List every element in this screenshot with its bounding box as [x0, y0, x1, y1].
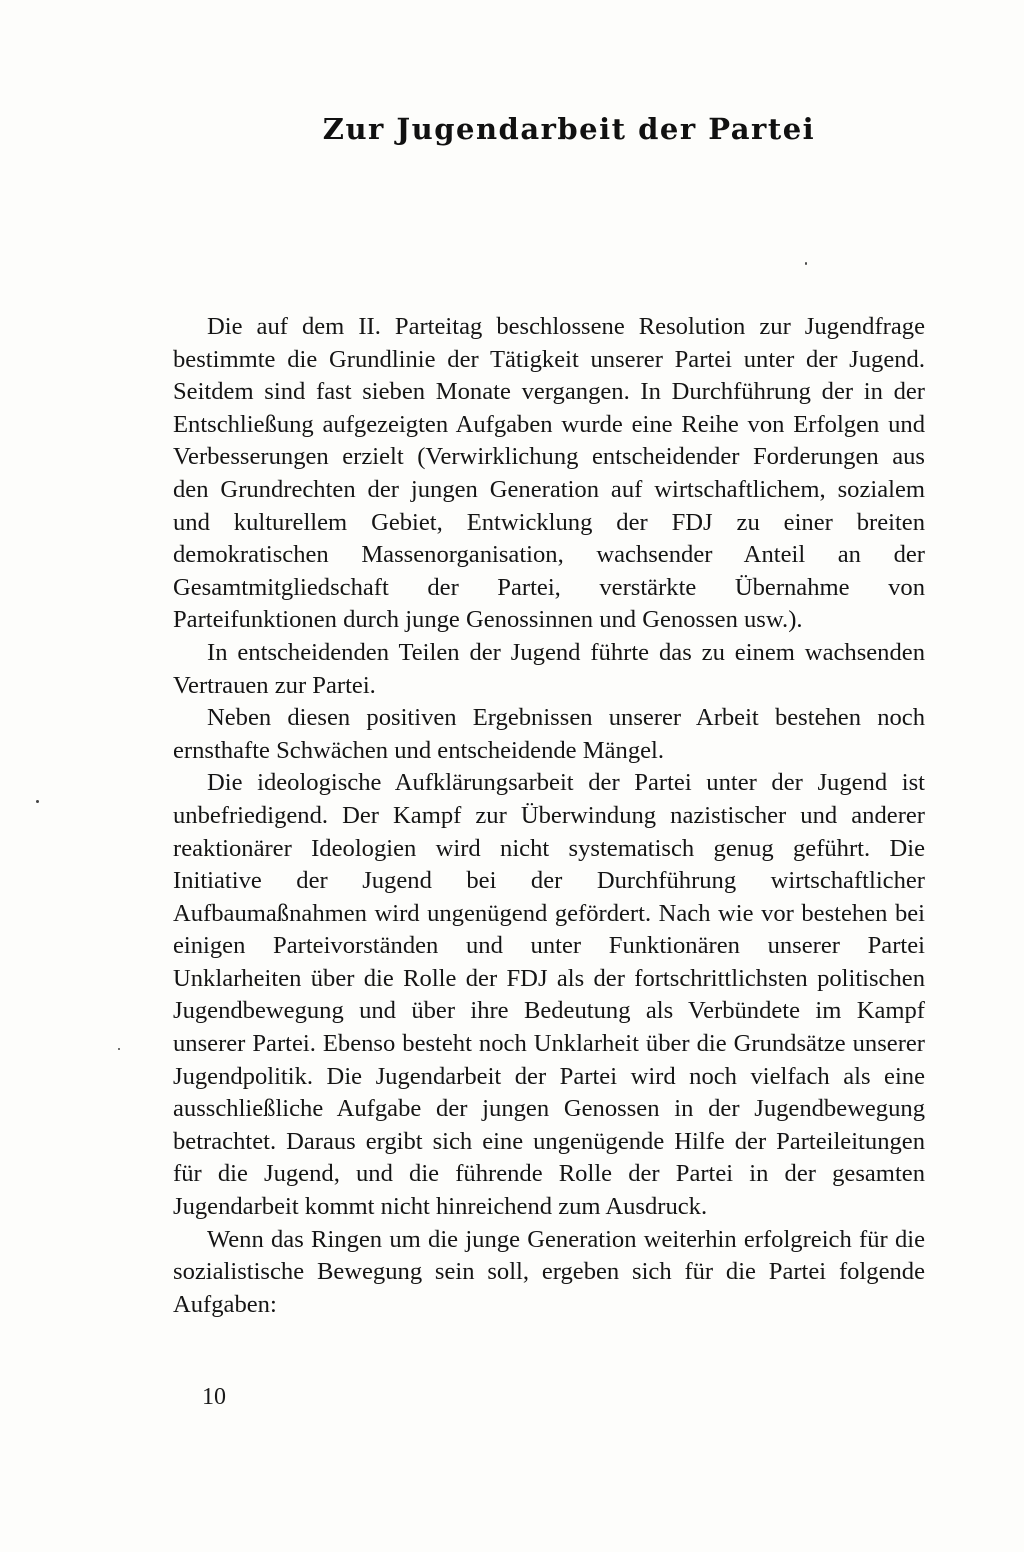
scan-speck: [36, 800, 39, 803]
paragraph-weaknesses: Neben diesen positiven Ergebnissen unserer Arbeit bestehen noch ernsthafte Schwächen und entscheidende Mängel.: [173, 704, 925, 764]
body-text: [173, 311, 925, 1321]
paragraph-trust: In entscheidenden Teilen der Jugend führte das zu einem wachsenden Vertrauen zur Partei.: [173, 638, 925, 699]
page-title: Zur Jugendarbeit der Partei: [322, 112, 816, 146]
paragraph-ideological-work: Die ideologische Aufklärungsarbeit der Partei unter der Jugend ist unbefriedigend. Der Kampf zur Überwindung nazistischer und anderer reaktionärer Ideologien wird nicht systematisch genug geführt. Die Initiative der Jugend bei der Durchführung wirtschaftlicher Aufbaumaßnahmen wird ungenügend gefördert. Nach wie vor bestehen bei einigen Parteivorständen und unter Funktionären unserer Partei Unklarheiten über die Rolle der FDJ als der fortschrittlichsten politischen Jugendbewegung und über ihre Bedeutung als Verbündete im Kampf unserer Partei. Ebenso besteht noch Unklarheit über die Grundsätze unserer Jugendpolitik. Die Jugendarbeit der Partei wird noch vielfach als eine ausschließliche Aufgabe der jungen Genossen in der Jugendbewegung betrachtet. Daraus ergibt sich eine ungenügende Hilfe der Parteileitungen für die Jugend, und die führende Rolle der Partei in der gesamten Jugendarbeit kommt nicht hinreichend zum Ausdruck.: [173, 769, 925, 1221]
paragraph-tasks: Wenn das Ringen um die junge Generation weiterhin erfolgreich für die sozialistische Bewegung sein soll, ergeben sich für die Partei folgende Aufgaben:: [173, 1225, 925, 1318]
page-number: 10: [202, 1384, 226, 1410]
scan-speck: [118, 1048, 120, 1050]
scan-speck: [805, 262, 807, 265]
paragraph-resolution: Die auf dem II. Parteitag beschlossene Resolution zur Jugendfrage bestimmte die Grundlinie der Tätigkeit unserer Partei unter der Jugend. Seitdem sind fast sieben Monate vergangen. In Durchführung der in der Entschließung aufgezeigten Aufgaben wurde eine Reihe von Erfolgen und Verbesserungen erzielt (Verwirklichung entscheidender Forderungen aus den Grundrechten der jungen Generation auf wirtschaftlichem, sozialem und kulturellem Gebiet, Entwicklung der FDJ zu einer breiten demokratischen Massenorganisation, wachsender Anteil an der Gesamtmitgliedschaft der Partei, verstärkte Übernahme von Parteifunktionen durch junge Genossinnen und Genossen usw.).: [173, 313, 925, 634]
